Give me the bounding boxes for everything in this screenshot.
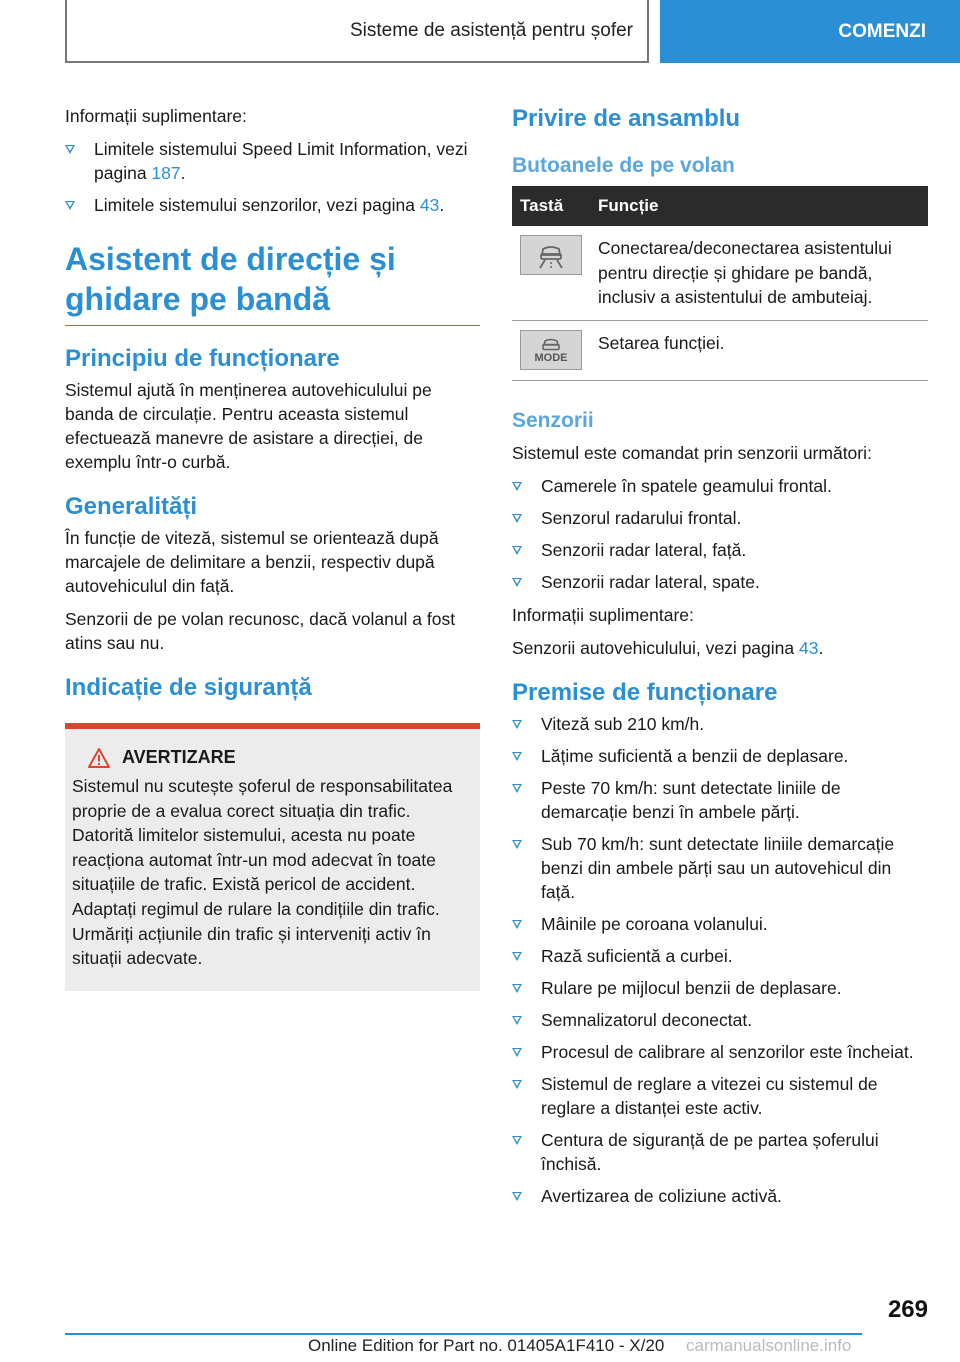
bullet-triangle-icon [512, 578, 522, 587]
page-link[interactable]: 187 [151, 163, 181, 183]
bullet-triangle-icon [512, 840, 522, 849]
bullet-triangle-icon [512, 752, 522, 761]
principle-heading: Principiu de funcționare [65, 345, 340, 372]
info-list [65, 137, 480, 217]
left-column [65, 104, 480, 991]
warning-title: AVERTIZARE [122, 747, 236, 767]
bullet-triangle-icon [512, 482, 522, 491]
bullet-triangle-icon [512, 984, 522, 993]
list-item: Rulare pe mijlocul benzii de deplasare. [512, 976, 928, 1000]
sensors-heading: Senzorii [512, 408, 594, 432]
general-heading: Generalități [65, 493, 198, 520]
list-item: Semnalizatorul deconectat. [512, 1008, 928, 1032]
list-item: Lățime suficientă a benzii de deplasare. [512, 744, 928, 768]
bullet-triangle-icon [512, 784, 522, 793]
table-row [512, 320, 928, 380]
list-item: Senzorul radarului frontal. [512, 506, 928, 530]
bullet-triangle-icon [512, 546, 522, 555]
list-item: Sistemul de reglare a vitezei cu sistemul de reglare a distanței este activ. [512, 1072, 928, 1120]
header-section-title-box [65, 0, 649, 63]
section-title: Sisteme de asistență pentru șofer [349, 19, 633, 41]
list-item: Senzorii radar lateral, spate. [512, 570, 928, 594]
bullet-triangle-icon [512, 720, 522, 729]
list-item: Centura de siguranță de pe partea șoferului închisă. [512, 1128, 928, 1176]
warning-triangle-icon [88, 748, 110, 768]
sensors-list [512, 474, 928, 594]
function-cell: Conectarea/deconectarea asistentului pentru direcție și ghidare pe bandă, inclusiv a asistentului de ambuteiaj. [590, 226, 928, 320]
bullet-triangle-icon [512, 920, 522, 929]
key-cell [512, 226, 590, 320]
warning-text: Sistemul nu scutește șoferul de responsabilitatea proprie de a evalua corect situația din trafic. Datorită limitelor sistemului, acesta nu poate reacționa automat într-un mod adecvat în toate situațiile de trafic. Există pericol de accident. Adaptați regimul de rulare la condițiile din trafic. Urmăriți acțiunile din trafic și interveniți activ în situații adecvate. [72, 776, 453, 969]
col-key-header: Tastă [512, 186, 590, 226]
list-item-text: Limitele sistemului Speed Limit Information, vezi pagina [94, 139, 468, 183]
page-link[interactable]: 43 [798, 637, 819, 658]
right-column [512, 104, 928, 1217]
key-table-header [512, 186, 928, 226]
list-item: Procesul de calibrare al senzorilor este încheiat. [512, 1040, 928, 1064]
warning-header [72, 747, 473, 768]
list-item: Avertizarea de coliziune activă. [512, 1184, 928, 1208]
sensors-info-label: Informații suplimentare: [512, 604, 694, 625]
overview-heading: Privire de ansamblu [512, 105, 741, 132]
table-row [512, 226, 928, 320]
mode-key-label: MODE [534, 351, 568, 364]
warning-box [65, 723, 480, 991]
list-item: Rază suficientă a curbei. [512, 944, 928, 968]
page-number: 269 [887, 1296, 928, 1323]
section-tab[interactable] [660, 0, 960, 63]
footer-divider [65, 1333, 862, 1335]
list-item: Limitele sistemului senzorilor, vezi pagina 43. [65, 193, 480, 217]
general-text-2: Senzorii de pe volan recunosc, dacă volanul a fost atins sau nu. [65, 609, 456, 653]
section-tab-label: COMENZI [838, 20, 926, 42]
bullet-triangle-icon [512, 952, 522, 961]
footer-edition: Online Edition for Part no. 01405A1F410 - X/20 [308, 1336, 665, 1355]
list-item-text: Limitele sistemului senzorilor, vezi pagina [94, 195, 420, 215]
bullet-triangle-icon [512, 1080, 522, 1089]
mode-button-icon [520, 330, 582, 370]
function-cell: Setarea funcției. [590, 320, 928, 380]
buttons-heading: Butoanele de pe volan [512, 154, 735, 177]
key-cell [512, 320, 590, 380]
list-item: Mâinile pe coroana volanului. [512, 912, 928, 936]
bullet-triangle-icon [512, 1136, 522, 1145]
bullet-triangle-icon [65, 145, 75, 154]
bullet-triangle-icon [65, 201, 75, 210]
bullet-triangle-icon [512, 1048, 522, 1057]
info-label: Informații suplimentare: [65, 106, 247, 126]
col-function-header: Funcție [590, 186, 928, 226]
bullet-triangle-icon [512, 1192, 522, 1201]
list-item: Sub 70 km/h: sunt detectate liniile demarcație benzi din ambele părți sau un autovehicul din față. [512, 832, 928, 904]
page-link[interactable]: 43 [419, 195, 440, 215]
principle-text: Sistemul ajută în menținerea autovehiculului pe banda de circulație. Pentru aceasta sistemul efectuează manevre de asistare a direcției, de exemplu într-o curbă. [65, 380, 432, 472]
list-item: Peste 70 km/h: sunt detectate liniile de demarcație benzi în ambele părți. [512, 776, 928, 824]
list-item: Limitele sistemului Speed Limit Information, vezi pagina 187. [65, 137, 480, 185]
general-text-1: În funcție de viteză, sistemul se orientează după marcajele de delimitare a benzii, respectiv după autovehiculul din față. [65, 528, 439, 596]
list-item: Camerele în spatele geamului frontal. [512, 474, 928, 498]
key-table [512, 186, 928, 381]
prereq-list [512, 712, 928, 1208]
lane-assist-icon [520, 235, 582, 275]
list-item: Senzorii radar lateral, față. [512, 538, 928, 562]
prereq-heading: Premise de funcționare [512, 678, 778, 706]
sensors-intro: Sistemul este comandat prin senzorii următori: [512, 442, 872, 463]
bullet-triangle-icon [512, 514, 522, 523]
chapter-title: Asistent de direcție și ghidare pe bandă [65, 239, 480, 326]
sensors-info: Senzorii autovehiculului, vezi pagina 43. [512, 637, 824, 658]
safety-heading: Indicație de siguranță [65, 674, 312, 701]
list-item: Viteză sub 210 km/h. [512, 712, 928, 736]
bullet-triangle-icon [512, 1016, 522, 1025]
footer-watermark: carmanualsonline.info [686, 1336, 852, 1355]
